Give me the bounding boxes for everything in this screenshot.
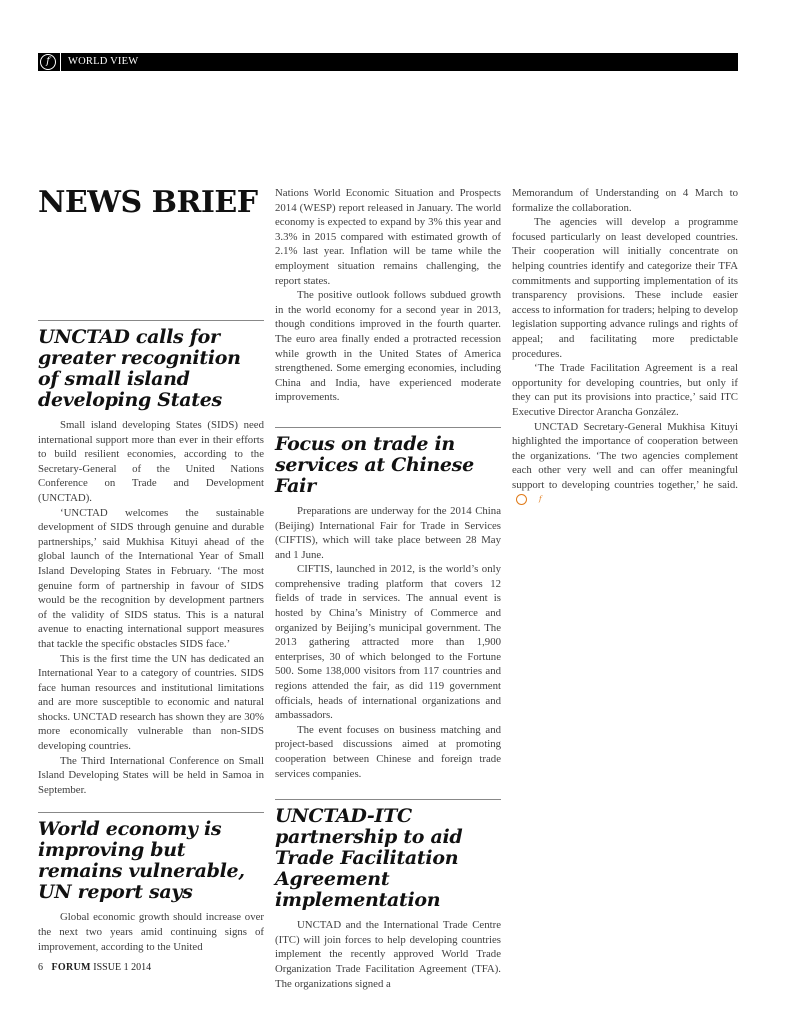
divider-rule [38,812,264,813]
paragraph-continued: Memorandum of Understanding on 4 March to formalize the collaboration. [512,187,738,214]
paragraph: This is the first time the UN has dedicated an International Year to a category of countries. SIDS face human resources and institutional limitations and are more susceptible to economic and natural shocks. UNCTAD research has shown they are 30% more economically vulnerable than non-SIDS developing countries. [38,652,264,753]
article-headline: UNCTAD calls for greater recognition of small island developing States [38,326,241,411]
divider-rule [275,799,501,800]
article-headline: World economy is improving but remains vulnerable, UN report says [38,818,245,904]
article-headline: Focus on trade in services at Chinese Fair [275,432,474,497]
paragraph: The positive outlook follows subdued growth in the world economy for a second year in 2013, though conditions improved in the fourth quarter. The euro area finally ended a protracted recession while growth in the United States of America strengthened. Some emerging economies, including China and India, have experienced moderate improvements. [275,289,501,404]
forum-logo-icon: f [40,54,56,70]
paragraph: ‘The Trade Facilitation Agreement is a real opportunity for developing countries, but only if they can put its provisions into practice,’ said ITC Executive Director Arancha González. [512,362,738,418]
article-body [275,918,501,991]
article-body [38,418,264,797]
paragraph: The Third International Conference on Small Island Developing States will be held in Samoa in September. [38,754,264,796]
issue-label: ISSUE 1 2014 [93,962,152,973]
paragraph: CIFTIS, launched in 2012, is the world’s only comprehensive trading platform that covers 12 fields of trade in services. The annual event is hosted by China’s Ministry of Commerce and organized by Beijing’s municipal government. The 2013 gathering attracted more than 1,900 enterprises, 30 of which belonged to the Fortune 500. Some 138,000 visitors from 117 countries and regions attended the fair, as did 119 government officials, heads of international organizations and ambassadors. [275,563,501,722]
divider-rule [275,427,501,428]
magazine-name: FORUM [51,962,91,973]
end-of-article-icon: f [516,494,527,505]
column-1 [38,186,264,954]
header-divider [60,53,61,71]
column-2 [275,186,501,991]
paragraph: Global economic growth should increase over the next two years amid continuing signs of improvement, according to the United [38,911,264,953]
article-body [38,910,264,954]
paragraph: UNCTAD and the International Trade Centre (ITC) will join forces to help developing countries implement the recently approved World Trade Organization Trade Facilitation Agreement (TFA). The organizations signed a [275,919,501,990]
news-brief-heading: NEWS BRIEF [38,185,258,220]
article-body [275,504,501,781]
page-number: 6 [38,962,43,973]
section-header-bar [38,53,738,71]
section-title: WORLD VIEW [68,56,139,67]
paragraph-text: UNCTAD Secretary-General Mukhisa Kituyi highlighted the importance of cooperation between the organizations. ‘The two agencies complement each other very well and can offer meaningful support to developing countries together,’ he said. [512,420,738,491]
paragraph: ‘UNCTAD welcomes the sustainable development of SIDS through genuine and durable partnerships,’ said Mukhisa Kituyi ahead of the global launch of the International Year of Small Island Developing States in February. ‘The most genuine form of partnership in favour of SIDS would be the recognition by development partners of the validity of SIDS status. This is a natural avenue to enacting international support measures that tackle the specific obstacles SIDS face.’ [38,506,264,650]
paragraph: Preparations are underway for the 2014 China (Beijing) International Fair for Trade in Services (CIFTIS), which will take place between 28 May and 1 June. [275,504,501,561]
column-3 [512,186,738,507]
page-footer [38,962,151,973]
divider-rule [38,320,264,321]
paragraph: The agencies will develop a programme focused particularly on least developed countries. Their cooperation will initially concentrate on helping countries identify and categorize their TFA commitments and supporting implementation of its transparency provisions. These include easier access to information for traders; helping to develop legislation supporting advance rulings and rights of appeal; and facilitating more predictable procedures. [512,216,738,360]
paragraph-continued: Nations World Economic Situation and Prospects 2014 (WESP) report released in January. The world economy is expected to expand by 3% this year and 3.3% in 2015 compared with estimated growth of 2.1% last year. Inflation will be tame while the employment situation remains challenging, the report states. [275,187,501,287]
paragraph [512,420,738,508]
article-headline: UNCTAD-ITC partnership to aid Trade Facilitation Agreement implementation [275,805,463,912]
paragraph: The event focuses on business matching and project-based discussions aimed at promoting cooperation between Chinese and foreign trade services companies. [275,723,501,780]
paragraph: Small island developing States (SIDS) need international support more than ever in their efforts to build resilient economies, according to the Secretary-General of the United Nations Conference on Trade and Development (UNCTAD). [38,419,264,504]
